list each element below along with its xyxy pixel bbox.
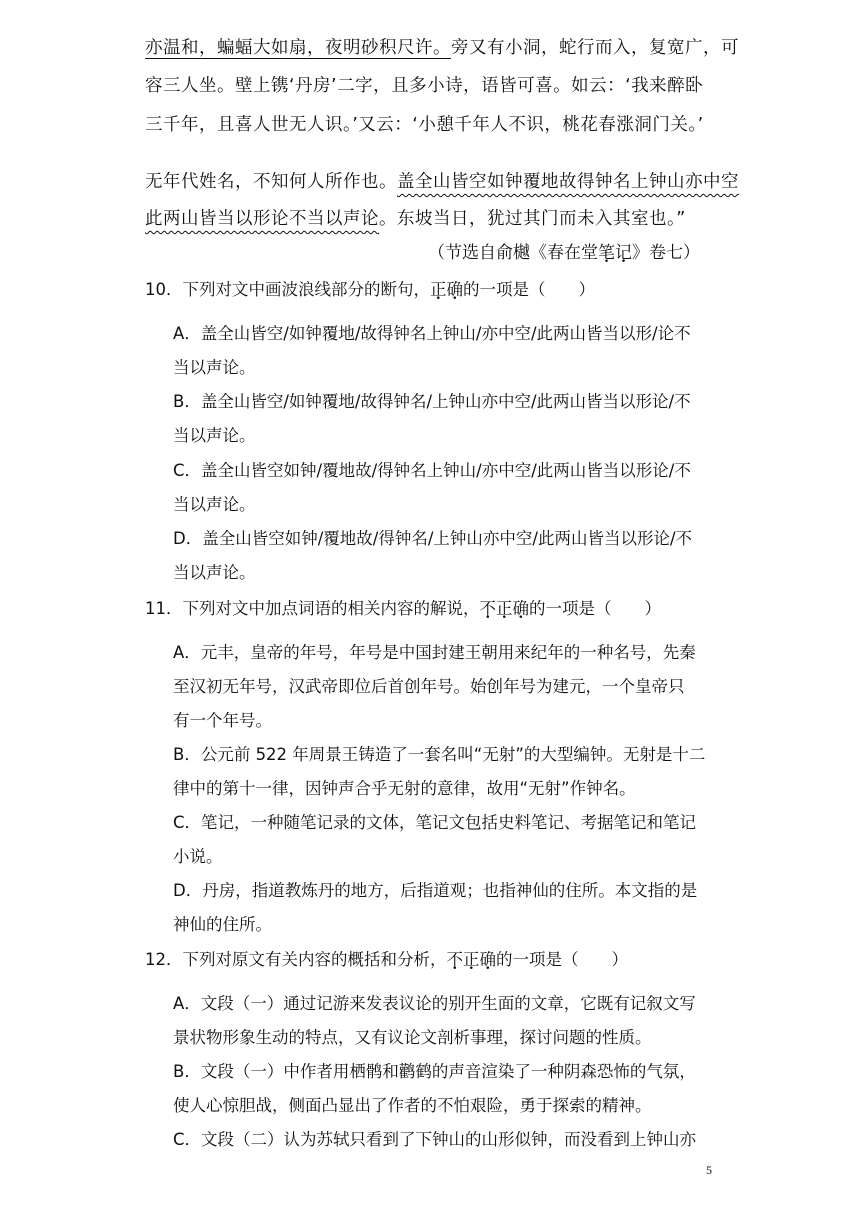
dotted-char: 正 — [496, 599, 513, 618]
q10-option-b-line-1: B．盖全山皆空/如钟覆地/故得钟名/上钟山亦中空/此两山皆当以形论/不 — [173, 392, 691, 411]
q11-option-d-line-2: 神仙的住所。 — [173, 915, 272, 934]
page-number: 5 — [706, 1163, 712, 1177]
dotted-char: 不 — [446, 950, 463, 969]
passage-wavy-text: 此两山皆当以形论不当以声论 — [145, 209, 379, 229]
dotted-char: 确 — [479, 950, 496, 969]
dotted-char: 记 — [615, 243, 632, 263]
stem-text: 的一项是（ ） — [496, 950, 628, 969]
dotted-char: 确 — [446, 280, 463, 299]
q12-option-b-line-1: B．文段（一）中作者用栖鹘和鹳鹤的声音渲染了一种阴森恐怖的气氛， — [173, 1062, 696, 1081]
question-12-stem — [145, 946, 628, 970]
passage-line-5 — [145, 205, 720, 230]
passage-line-3: 三千年，且喜人世无人识。’又云：‘小憩千年人不识，桃花春涨洞门关。’ — [145, 115, 704, 135]
passage-line-2: 容三人坐。壁上镌‘丹房’二字，且多小诗，语皆可喜。如云：‘我来醉卧 — [145, 76, 704, 96]
q10-option-d-line-1: D．盖全山皆空如钟/覆地故/得钟名/上钟山亦中空/此两山皆当以形论/不 — [173, 529, 693, 548]
question-10-stem — [145, 276, 595, 300]
dotted-char: 确 — [512, 599, 529, 618]
passage-line-4 — [145, 168, 739, 193]
stem-text: 10．下列对文中画波浪线部分的断句， — [145, 280, 430, 299]
question-11-stem — [145, 595, 661, 619]
q12-option-c-line-1: C．文段（二）认为苏轼只看到了下钟山的山形似钟，而没看到上钟山亦 — [173, 1130, 697, 1149]
q11-option-b-line-2: 律中的第十一律，因钟声合乎无射的意律，故用“无射”作钟名。 — [173, 779, 636, 798]
source-text: （节选自俞樾《春在堂 — [428, 243, 598, 263]
q11-option-a-line-2: 至汉初无年号，汉武帝即位后首创年号。始创年号为建元，一个皇帝只 — [173, 677, 685, 696]
dotted-char: 正 — [430, 280, 447, 299]
passage-source — [428, 238, 700, 263]
passage-line-1 — [145, 34, 739, 59]
stem-text: 的一项是（ ） — [463, 280, 595, 299]
q11-option-d-line-1: D．丹房，指道教炼丹的地方，后指道观；也指神仙的住所。本文指的是 — [173, 881, 698, 900]
q10-option-b-line-2: 当以声论。 — [173, 426, 256, 445]
q10-option-c-line-2: 当以声论。 — [173, 495, 256, 514]
passage-underlined-text: 亦温和，蝙蝠大如扇，夜明砂积尺许。 — [145, 38, 451, 58]
stem-text: 的一项是（ ） — [529, 599, 661, 618]
dotted-char: 笔 — [598, 243, 615, 263]
q10-option-d-line-2: 当以声论。 — [173, 563, 256, 582]
q11-option-c-line-2: 小说。 — [173, 847, 223, 866]
passage-text: 无年代姓名，不知何人所作也。 — [145, 172, 397, 192]
passage-wavy-text: 盖全山皆空如钟覆地故得钟名上钟山亦中空 — [397, 172, 739, 192]
stem-text: 12．下列对原文有关内容的概括和分析， — [145, 950, 447, 969]
q11-option-b-line-1: B．公元前 522 年周景王铸造了一套名叫“无射”的大型编钟。无射是十二 — [173, 745, 706, 764]
passage-text: 旁又有小洞，蛇行而入，复宽广，可 — [451, 38, 739, 58]
q10-option-a-line-1: A．盖全山皆空/如钟覆地/故得钟名上钟山/亦中空/此两山皆当以形/论不 — [173, 324, 691, 343]
source-text: 》卷七） — [632, 243, 700, 263]
q11-option-a-line-3: 有一个年号。 — [173, 711, 272, 730]
q12-option-a-line-2: 景状物形象生动的特点，又有议论文剖析事理，探讨问题的性质。 — [173, 1028, 652, 1047]
dotted-char: 不 — [479, 599, 496, 618]
q10-option-c-line-1: C．盖全山皆空如钟/覆地故/得钟名上钟山/亦中空/此两山皆当以形论/不 — [173, 461, 691, 480]
passage-text: 。东坡当日，犹过其门而未入其室也。” — [379, 209, 686, 229]
dotted-char: 正 — [463, 950, 480, 969]
q12-option-b-line-2: 使人心惊胆战，侧面凸显出了作者的不怕艰险，勇于探索的精神。 — [173, 1096, 652, 1115]
stem-text: 11．下列对文中加点词语的相关内容的解说， — [145, 599, 480, 618]
q11-option-c-line-1: C．笔记，一种随笔记录的文体，笔记文包括史料笔记、考据笔记和笔记 — [173, 813, 697, 832]
q10-option-a-line-2: 当以声论。 — [173, 358, 256, 377]
q11-option-a-line-1: A．元丰，皇帝的年号，年号是中国封建王朝用来纪年的一种名号，先秦 — [173, 643, 696, 662]
q12-option-a-line-1: A．文段（一）通过记游来发表议论的别开生面的文章，它既有记叙文写 — [173, 994, 696, 1013]
